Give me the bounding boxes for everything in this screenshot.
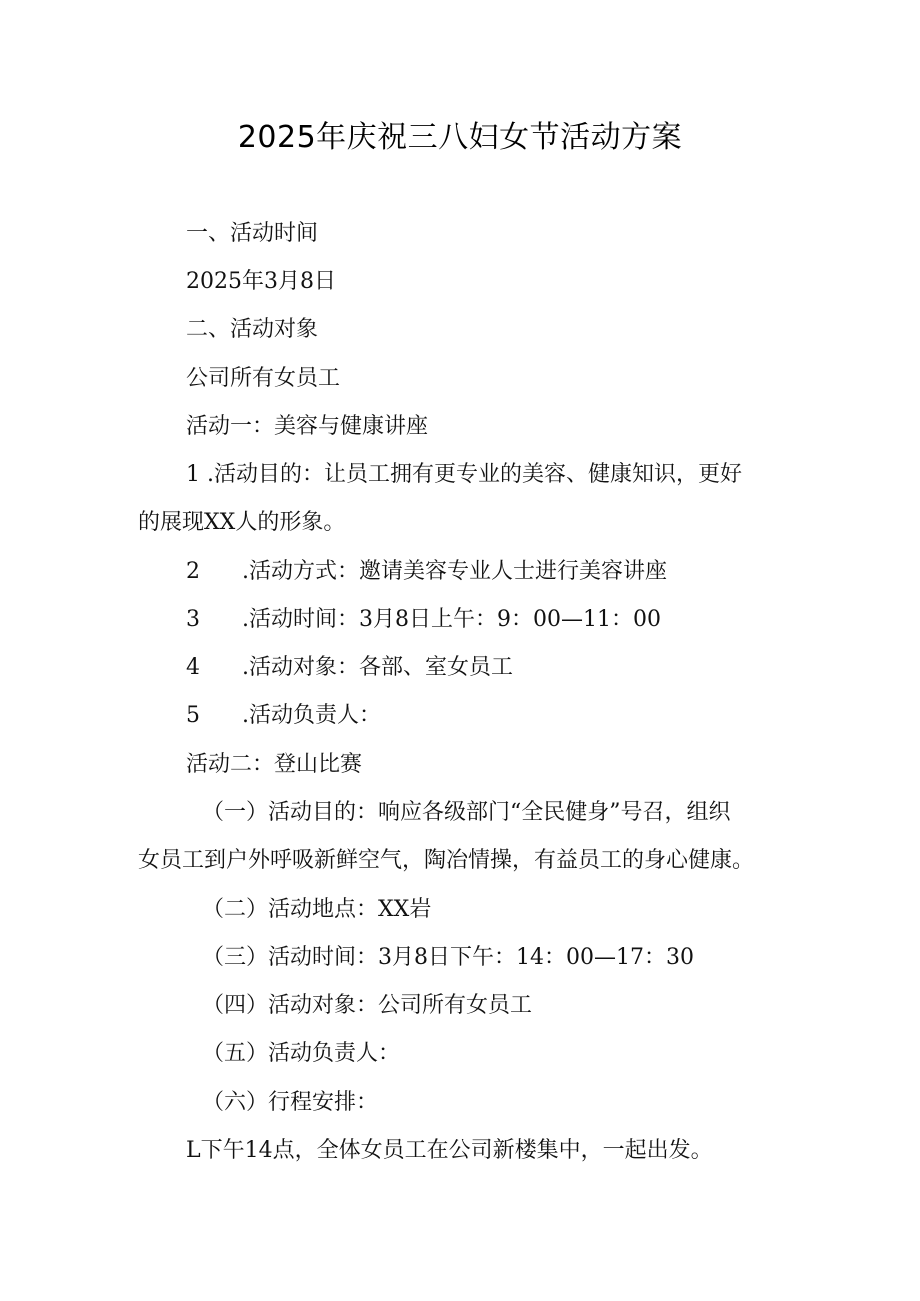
activity2-item1-line2: 女员工到户外呼吸新鲜空气，陶冶情操，有益员工的身心健康。 <box>138 848 755 873</box>
activity2-heading: 活动二：登山比赛 <box>186 752 363 777</box>
item-number: 3 <box>186 607 200 632</box>
item-text: .活动对象：各部、室女员工 <box>242 655 513 680</box>
item-text: .活动时间：3月8日上午：9：00—11：00 <box>242 607 661 632</box>
item-text: .活动方式：邀请美容专业人士进行美容讲座 <box>242 559 667 584</box>
activity1-item2 <box>186 557 667 587</box>
item-number: 4 <box>186 655 200 680</box>
activity1-item3 <box>186 605 661 635</box>
activity2-item6: （六）行程安排： <box>202 1090 379 1115</box>
section2-value: 公司所有女员工 <box>186 366 341 391</box>
activity1-item5 <box>186 701 381 731</box>
activity1-item1-line1: 1 .活动目的：让员工拥有更专业的美容、健康知识，更好 <box>186 462 742 487</box>
activity1-item1-line2: 的展现XX人的形象。 <box>138 510 346 535</box>
item-text: .活动负责人： <box>242 703 381 728</box>
activity2-item2: （二）活动地点：XX岩 <box>202 897 432 922</box>
item-number: 5 <box>186 703 200 728</box>
activity1-heading: 活动一：美容与健康讲座 <box>186 414 429 439</box>
section1-heading: 一、活动时间 <box>186 221 319 246</box>
activity1-item4 <box>186 653 513 683</box>
activity2-schedule1: L下午14点，全体女员工在公司新楼集中，一起出发。 <box>186 1138 713 1163</box>
activity2-item4: （四）活动对象：公司所有女员工 <box>202 993 533 1018</box>
document-title: 2025年庆祝三八妇女节活动方案 <box>237 120 683 155</box>
activity2-item3: （三）活动时间：3月8日下午：14：00—17：30 <box>202 945 694 970</box>
activity2-item5: （五）活动负责人： <box>202 1041 401 1066</box>
section2-heading: 二、活动对象 <box>186 317 319 342</box>
section1-value: 2025年3月8日 <box>186 269 336 294</box>
activity2-item1-line1: （一）活动目的：响应各级部门“全民健身”号召，组织 <box>202 800 731 825</box>
item-number: 2 <box>186 559 200 584</box>
